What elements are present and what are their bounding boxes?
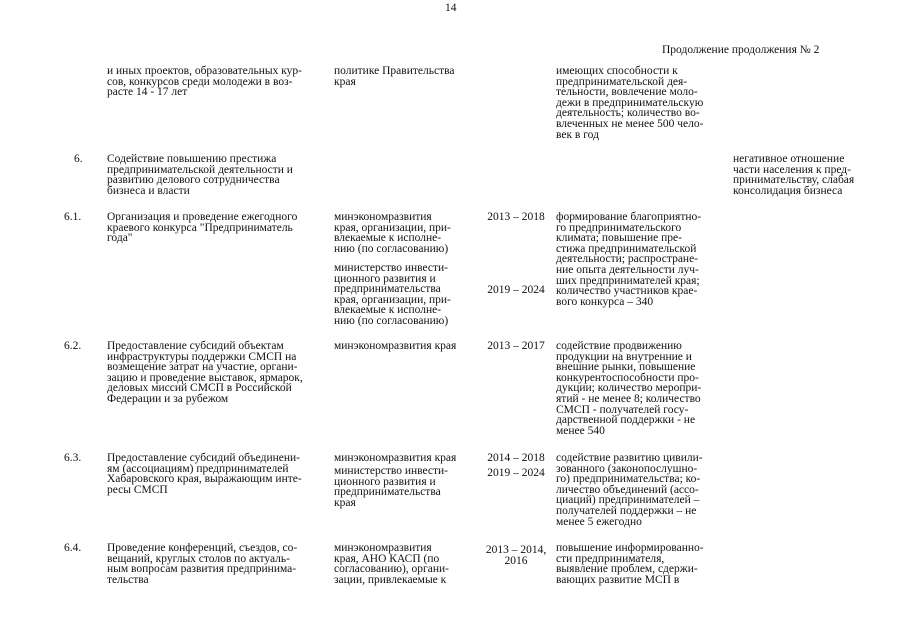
row-6-name: Содействие повышению престижа предпринимательской деятельности и развитию делового сотрудничества бизнеса и власти: [107, 153, 293, 197]
row-6-1-number: 6.1.: [64, 211, 82, 223]
row-6-2-number: 6.2.: [64, 340, 82, 352]
row-6-4-executor: минэкономразвития края, АНО КАСП (по согласованию), органи- зации, привлекаемые к: [334, 542, 450, 586]
row-6-risk: негативное отношение части населения к пред- принимательству, слабая консолидация бизнеса: [733, 153, 855, 197]
row-6-2-name: Предоставление субсидий объектам инфраструктуры поддержки СМСП на возмещение затрат на участие, органи- зацию и проведение выставок, ярмарок, деловых миссий СМСП в Российской Федерации и за рубежом: [107, 340, 303, 405]
top-row-result: имеющих способности к предпринимательской дея- тельности, вовлечение моло- дежи в предпринимательскую деятельность; количество во- влеченных не менее 500 чело- век в год: [556, 65, 704, 141]
row-6-4-term: 2013 – 2014, 2016: [485, 544, 547, 567]
row-6-2-term: 2013 – 2017: [487, 340, 545, 352]
row-6-4-name: Проведение конференций, съездов, со- вещаний, круглых столов по актуаль- ным вопросам развития предпринима- тельства: [107, 542, 298, 586]
row-6-number: 6.: [74, 153, 83, 165]
row-6-1-result: формирование благоприятно- го предпринимательского климата; повышение пре- стижа предпринимательской деятельности; распростране- ние опыта деятельности луч- ших предпринимателей края; количество участников крае- вого конкурса – 340: [556, 211, 702, 308]
row-6-1-executor-1: минэкономразвития края, организации, при- влекаемые к исполне- нию (по согласованию): [334, 211, 451, 255]
row-6-3-executor-1: минэкономразвития края: [334, 452, 457, 464]
page-number: 14: [445, 2, 457, 14]
row-6-1-term-1: 2013 – 2018: [487, 211, 545, 223]
row-6-1-name: Организация и проведение ежегодного краевого конкурса "Предприниматель года": [107, 211, 298, 245]
row-6-3-executor-2: министерство инвести- ционного развития и предпринимательства края: [334, 465, 449, 509]
row-6-3-term-1: 2014 – 2018: [487, 452, 545, 464]
row-6-3-result: содействие развитию цивили- зованного (законопослушно- го) предпринимательства; ко- личество объединений (ассо- циаций) предпринимателей – получателей поддержки – не менее 5 ежегодно: [556, 452, 703, 528]
row-6-1-executor-2: министерство инвести- ционного развития и предпринимательства края, организации, при- влекаемые к исполне- нию (по согласованию): [334, 262, 451, 327]
top-row-name: и иных проектов, образовательных кур- сов, конкурсов среди молодежи в воз- расте 14 - 17 лет: [107, 65, 302, 99]
continuation-label: Продолжение продолжения № 2: [662, 44, 820, 56]
row-6-3-term-2: 2019 – 2024: [487, 467, 545, 479]
row-6-3-name: Предоставление субсидий объединени- ям (ассоциациям) предпринимателей Хабаровского края, выражающим инте- ресы СМСП: [107, 452, 302, 496]
row-6-3-number: 6.3.: [64, 452, 82, 464]
row-6-1-term-2: 2019 – 2024: [487, 284, 545, 296]
row-6-2-executor: минэкономразвития края: [334, 340, 457, 352]
row-6-4-number: 6.4.: [64, 542, 82, 554]
row-6-4-result: повышение информированно- сти предпринимателя, выявление проблем, сдержи- вающих развитие МСП в: [556, 542, 704, 586]
top-row-executor: политике Правительства края: [334, 65, 455, 88]
row-6-2-result: содействие продвижению продукции на внутренние и внешние рынки, повышение конкурентоспособности про- дукции; количество меропри- ятий - не менее 8; количество СМСП - получателей госу- дарственной поддержки - не менее 540: [556, 340, 702, 437]
